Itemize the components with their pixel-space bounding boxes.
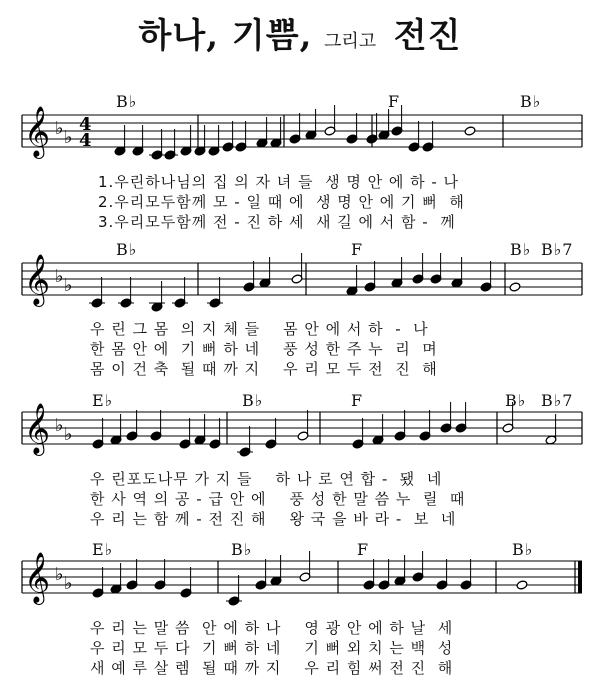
time-signature-bottom: 4: [79, 130, 92, 151]
lyric-s2-v3: 몸 이 건 축 될 때 까 지 우 리 모 두 전 진 해: [90, 360, 438, 378]
treble-clef-icon: 𝄞: [24, 106, 51, 157]
chord-s1-1: B♭: [116, 92, 138, 111]
lyric-s3-v1: 우 린포도나무 가 지 들 하 나 로 연 합 - 됐 네: [90, 470, 443, 488]
flat-sign-icon: ♭: [64, 573, 73, 594]
lyric-s1-v1: 1.우린하나님의 집 의 자 녀 들 생 명 안 에 하 - 나: [98, 173, 460, 191]
chord-s3-4: B♭: [505, 391, 527, 410]
chord-s3-1: E♭: [92, 391, 114, 410]
note-head: [464, 126, 476, 136]
chord-s2-1: B♭: [116, 240, 138, 259]
note-head: [509, 282, 521, 292]
lyric-s3-v2: 한 사 역 의 공 - 급 안 에 풍 성 한 말 씀 누 릴 때: [90, 490, 466, 508]
treble-clef-icon: 𝄞: [24, 552, 51, 603]
lyric-s4-v1: 우 리 는 말 씀 안 에 하 나 영 광 안 에 하 날 세: [90, 619, 454, 637]
chord-s4-4: B♭: [512, 540, 534, 559]
chord-s3-5: B♭7: [541, 391, 574, 410]
flat-sign-icon: ♭: [55, 118, 64, 139]
flat-sign-icon: ♭: [55, 266, 64, 287]
title-part-2: 그리고: [324, 31, 377, 52]
treble-clef-icon: 𝄞: [24, 403, 51, 454]
flat-sign-icon: ♭: [55, 415, 64, 436]
title-part-3: 전진: [393, 16, 462, 56]
note-head: [516, 580, 528, 590]
lyric-s2-v1: 우 린 그 몸 의 지 체 들 몸 안 에 서 하 - 나: [90, 320, 429, 338]
chord-s4-2: B♭: [231, 540, 253, 559]
lyric-s4-v2: 우 리 모 두 다 기 뻐 하 네 기 뻐 외 치 는 백 성: [90, 639, 454, 657]
flat-sign-icon: ♭: [64, 424, 73, 445]
flat-sign-icon: ♭: [55, 564, 64, 585]
lyric-s4-v3: 새 예 루 살 렘 될 때 까 지 우 리 힘 써 전 진 해: [90, 659, 454, 677]
chord-s2-2: F: [351, 240, 364, 259]
chord-s3-3: F: [351, 391, 364, 410]
lyric-s1-v3: 3.우리모두함께 전 - 진 하 세 새 길 에 서 함 - 께: [98, 213, 456, 231]
lyric-s2-v2: 한 몸 안 에 기 뻐 하 네 풍 성 한 주 누 리 며: [90, 340, 438, 358]
flat-sign-icon: ♭: [64, 275, 73, 296]
chord-s3-2: B♭: [242, 391, 264, 410]
treble-clef-icon: 𝄞: [24, 254, 51, 305]
chord-s2-4: B♭7: [541, 240, 574, 259]
chord-s4-1: E♭: [92, 540, 114, 559]
title-part-1: 하나, 기쁨,: [138, 16, 313, 56]
final-bar-line: [578, 561, 582, 593]
chord-s1-3: B♭: [520, 92, 542, 111]
chord-s2-3: B♭: [510, 240, 532, 259]
chord-s1-2: F: [388, 92, 401, 111]
chord-s4-3: F: [357, 540, 370, 559]
flat-sign-icon: ♭: [64, 127, 73, 148]
lyric-s1-v2: 2.우리모두함께 모 - 일 때 에 생 명 안 에 기 뻐 해: [98, 193, 465, 211]
time-signature-top: 4: [79, 114, 92, 135]
lyric-s3-v3: 우 리 는 함 께 - 전 진 해 왕 국 을 바 라 - 보 네: [90, 510, 457, 528]
